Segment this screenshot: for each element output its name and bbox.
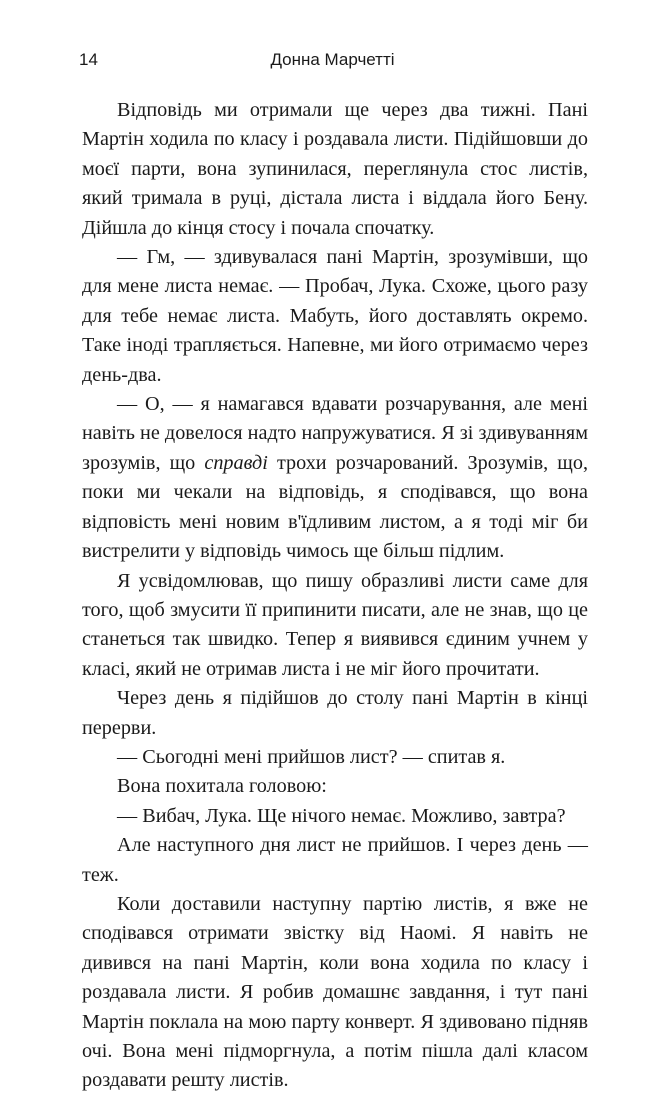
emphasis-text: справді: [204, 451, 268, 474]
paragraph: Коли доставили наступну партію листів, я вже не сподівався отримати звістку від Наомі. Я навіть не дивився на пані Мартін, коли вона ходила по класу і роздавала листи. Я робив домашнє завдання, і тут пані Мартін поклала на мою парту конверт. Я здивовано підняв очі. Вона мені підморгнула, а потім пішла далі класом роздавати решту листів.: [82, 892, 588, 1092]
page-number: 14: [79, 50, 98, 69]
paragraph: [82, 390, 588, 566]
paragraph: Вона похитала головою:: [117, 775, 327, 798]
body-text: [82, 96, 588, 1096]
page-header: [0, 50, 665, 74]
paragraph-text: трохи розчарований. Зрозумів, що, поки ми чекали на відповідь, я сподівався, що вона відповість мені новим в'їдливим листом, а я тоді міг би вистрелити у відповідь чимось ще більш підлим.: [82, 451, 588, 563]
paragraph: Але наступного дня лист не прийшов. І через день — теж.: [82, 834, 588, 886]
paragraph: — Гм, — здивувалася пані Мартін, зрозумівши, що для мене листа немає. — Пробач, Лука. Схоже, цього разу для тебе немає листа. Мабуть, його доставлять окремо. Таке іноді трапляється. Напевне, ми його отримаємо через день-два.: [82, 246, 588, 386]
running-title: Донна Марчетті: [270, 50, 395, 69]
paragraph: — Сьогодні мені прийшов лист? — спитав я.: [117, 745, 506, 768]
paragraph-text: — О, — я намагався вдавати розчарування, але мені навіть не довелося надто напружуватися. Я зі здивуванням зрозумів, що: [82, 393, 588, 474]
paragraph: — Вибач, Лука. Ще нічого немає. Можливо, завтра?: [117, 804, 566, 827]
paragraph: Я усвідомлював, що пишу образливі листи саме для того, щоб змусити її припинити писати, але не знав, що це станеться так швидко. Тепер я виявився єдиним учнем у класі, який не отримав листа і не міг його прочитати.: [82, 569, 588, 680]
paragraph: Відповідь ми отримали ще через два тижні. Пані Мартін ходила по класу і роздавала листи. Підійшовши до моєї парти, вона зупинилася, переглянула стос листів, який тримала в руці, дістала листа і віддала його Бену. Дійшла до кінця стосу і почала спочатку.: [82, 99, 588, 239]
paragraph: Через день я підійшов до столу пані Мартін в кінці перерви.: [82, 687, 588, 739]
